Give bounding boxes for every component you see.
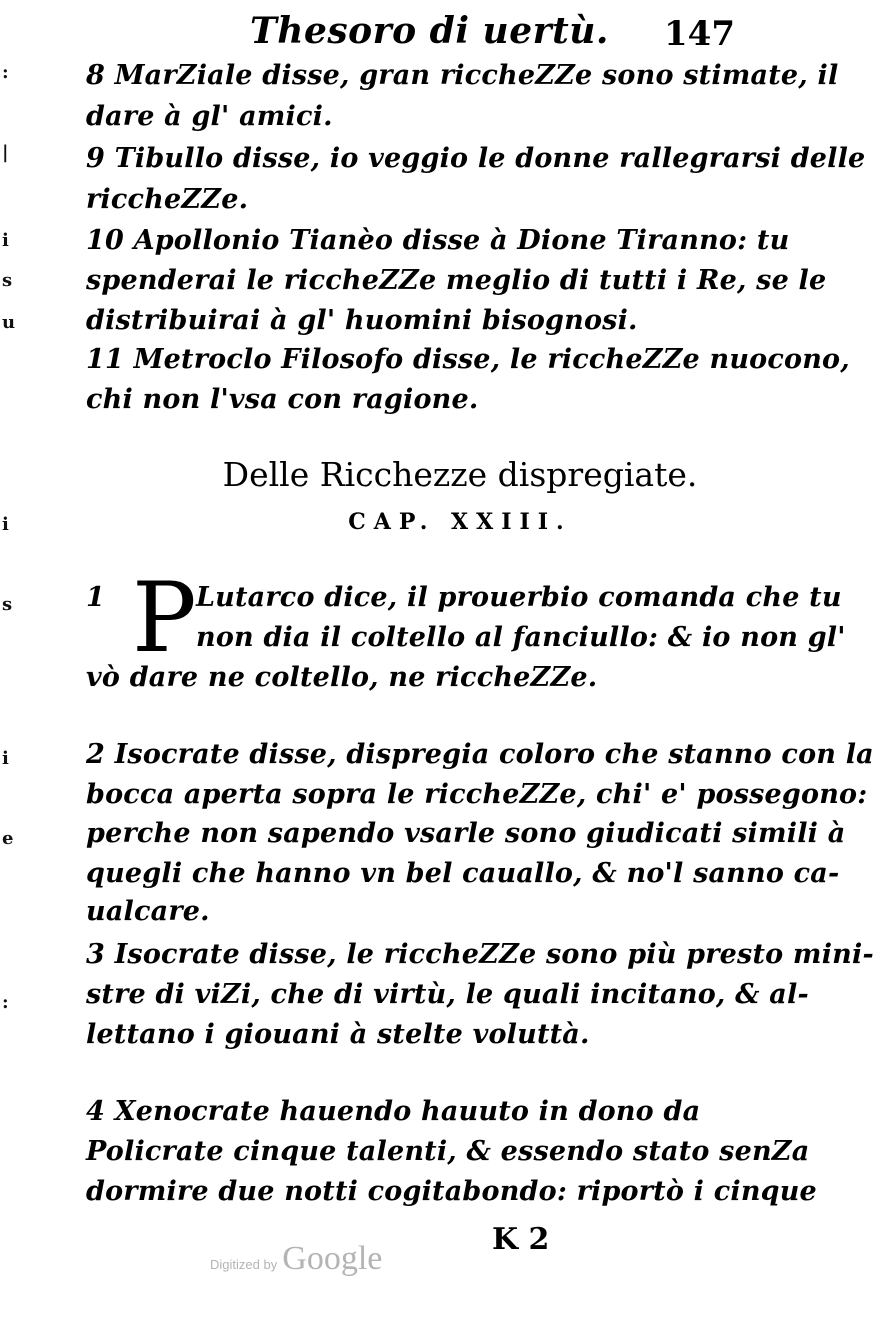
saying-line: 8 MarZiale disse, gran riccheZZe sono stimate, il xyxy=(86,60,839,91)
chapter-title: Delle Ricchezze dispregiate. xyxy=(222,455,698,494)
margin-mark: : xyxy=(2,992,9,1013)
digitized-watermark xyxy=(210,1240,382,1278)
watermark-brand: Google xyxy=(282,1240,383,1277)
margin-mark: s xyxy=(2,594,13,615)
saying-line: lettano i giouani à stelte voluttà. xyxy=(86,1019,590,1050)
margin-mark: i xyxy=(2,514,9,535)
margin-mark: : xyxy=(2,62,9,83)
saying-line: 4 Xenocrate hauendo hauuto in dono da xyxy=(86,1096,701,1127)
saying-line: chi non l'vsa con ragione. xyxy=(86,384,479,415)
saying-line: quegli che hanno vn bel cauallo, & no'l sanno ca- xyxy=(86,858,840,889)
watermark-prefix: Digitized by xyxy=(210,1257,278,1272)
saying-line: riccheZZe. xyxy=(86,184,249,215)
drop-cap: P xyxy=(132,562,197,674)
page-number: 147 xyxy=(664,14,735,54)
saying-line: bocca aperta sopra le riccheZZe, chi' e' possegono: xyxy=(86,779,868,810)
saying-line: 10 Apollonio Tianèo disse à Dione Tiranno: tu xyxy=(86,225,790,256)
saying-line: dormire due notti cogitabondo: riportò i cinque xyxy=(86,1176,817,1207)
saying-line: stre di viZi, che di virtù, le quali incitano, & al- xyxy=(86,979,809,1010)
saying-line: Lutarco dice, il prouerbio comanda che tu xyxy=(196,582,842,613)
saying-line: dare à gl' amici. xyxy=(86,101,333,132)
signature-mark: K 2 xyxy=(492,1222,550,1257)
saying-line: 2 Isocrate disse, dispregia coloro che stanno con la xyxy=(86,739,874,770)
saying-line: spenderai le riccheZZe meglio di tutti i Re, se le xyxy=(86,265,827,296)
margin-mark: i xyxy=(2,230,9,251)
saying-line: ualcare. xyxy=(86,896,210,927)
margin-mark: s xyxy=(2,270,13,291)
saying-line: Policrate cinque talenti, & essendo stato senZa xyxy=(86,1136,810,1167)
saying-line: non dia il coltello al fanciullo: & io non gl' xyxy=(196,622,846,653)
margin-mark: i xyxy=(2,748,9,769)
margin-mark: e xyxy=(2,828,14,849)
margin-mark: u xyxy=(2,312,16,333)
saying-number: 1 xyxy=(86,582,105,613)
chapter-number: CAP. XXIII. xyxy=(348,509,572,535)
margin-mark: | xyxy=(2,142,9,163)
saying-line: 3 Isocrate disse, le riccheZZe sono più presto mini- xyxy=(86,939,874,970)
saying-line: distribuirai à gl' huomini bisognosi. xyxy=(86,305,638,336)
saying-line: 9 Tibullo disse, io veggio le donne rallegrarsi delle xyxy=(86,143,866,174)
saying-line: vò dare ne coltello, ne riccheZZe. xyxy=(86,662,598,693)
saying-line: perche non sapendo vsarle sono giudicati simili à xyxy=(86,818,846,849)
running-title: Thesoro di uertù. xyxy=(250,10,609,52)
saying-line: 11 Metroclo Filosofo disse, le riccheZZe nuocono, xyxy=(86,344,850,375)
